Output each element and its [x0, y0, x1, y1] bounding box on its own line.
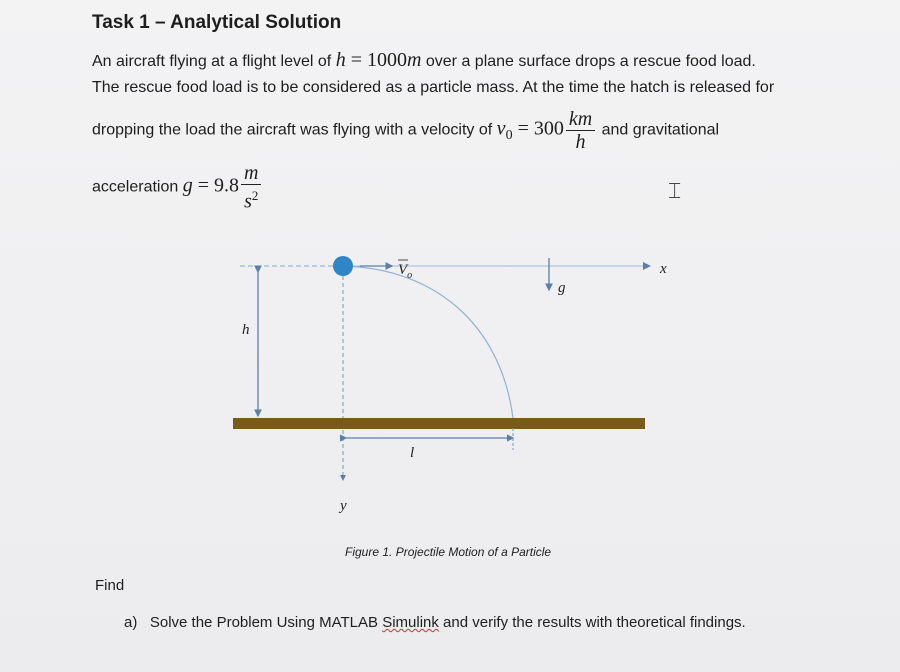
label-g: g — [558, 280, 566, 296]
find-heading: Find — [95, 577, 125, 594]
label-x: x — [660, 261, 667, 277]
h-symbol: h — [335, 49, 346, 71]
text-span: and verify the results with theoretical findings. — [443, 614, 746, 631]
task-item-a — [124, 614, 746, 631]
g-symbol: g — [182, 174, 193, 197]
text-span: acceleration — [92, 178, 179, 196]
equals-sign: = — [512, 117, 534, 140]
s-symbol: s — [244, 190, 252, 213]
fraction-numerator: km — [566, 108, 595, 131]
h-unit: m — [406, 49, 422, 71]
figure-caption: Figure 1. Projectile Motion of a Particle — [345, 545, 552, 559]
fraction-denominator: h — [575, 131, 586, 153]
h-value: 1000 — [366, 49, 407, 71]
text-span: over a plane surface drops a rescue food load. — [425, 53, 756, 70]
text-span: and gravitational — [601, 121, 720, 139]
paragraph-line-2: The rescue food load is to be considered as a particle mass. At the time the hatch is released for — [92, 79, 775, 96]
g-value: 9.8 — [214, 174, 240, 197]
v-value: 300 — [533, 117, 564, 140]
text-span: dropping the load the aircraft was flying with a velocity of — [92, 121, 493, 139]
misspelled-word: Simulink — [382, 614, 439, 631]
equals-sign: = — [192, 174, 215, 197]
v-subscript: 0 — [505, 127, 513, 143]
fraction-numerator: m — [241, 162, 261, 185]
item-marker: a) — [124, 614, 138, 631]
ground-surface — [233, 418, 645, 429]
text-cursor-icon: ⌶ — [668, 178, 682, 203]
label-v0: $V_o$ — [398, 262, 413, 281]
label-h: h — [242, 322, 250, 338]
page-title: Task 1 – Analytical Solution — [92, 12, 342, 33]
label-l: l — [410, 445, 415, 461]
text-span: An aircraft flying at a flight level of — [92, 53, 332, 70]
v-symbol: v — [496, 117, 506, 140]
text-span: Solve the Problem Using MATLAB — [149, 614, 379, 631]
label-y: y — [340, 498, 347, 514]
equals-sign: = — [345, 49, 367, 71]
exponent: 2 — [251, 188, 259, 203]
particle-ball — [333, 256, 353, 276]
trajectory-curve — [343, 266, 513, 418]
